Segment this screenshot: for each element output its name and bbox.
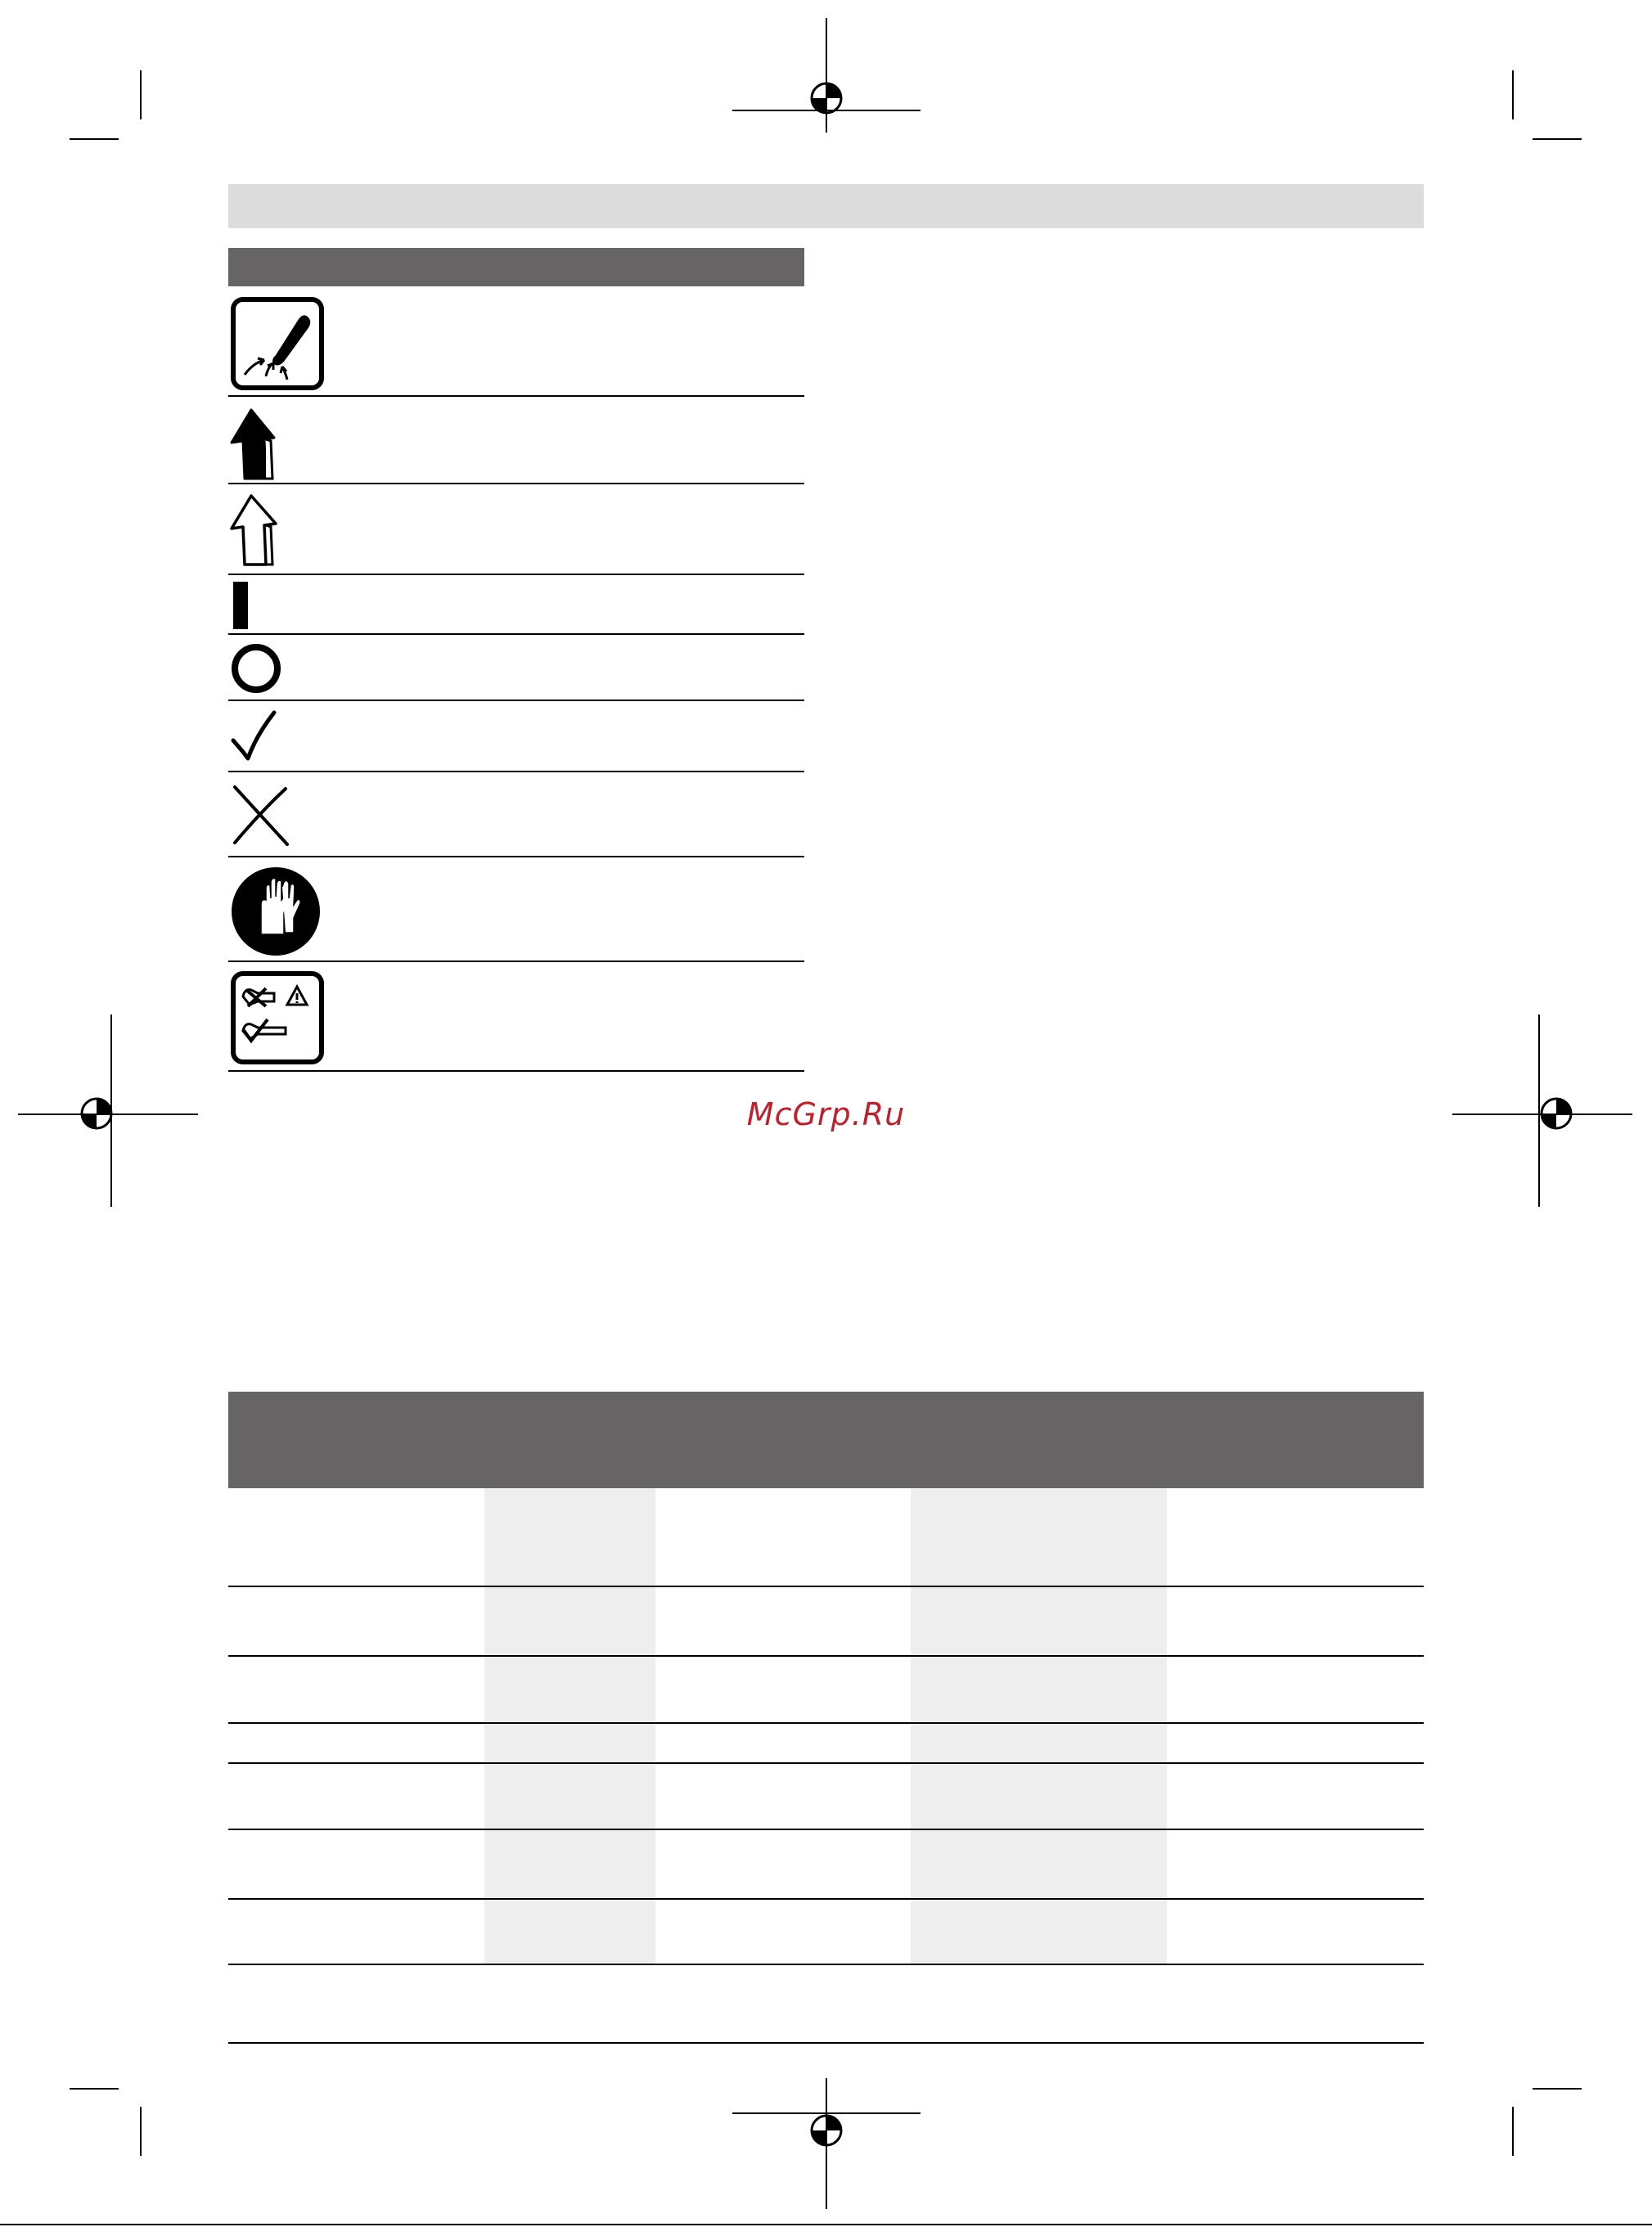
symbol-table-header: [228, 248, 804, 286]
check-mark-icon: [228, 708, 286, 765]
symbol-row: [228, 397, 804, 484]
cross-mark-icon: [228, 782, 294, 848]
table-row-separator: [228, 1762, 1424, 1764]
symbol-row: [228, 772, 804, 857]
wear-gloves-icon: [228, 866, 326, 957]
table-row-separator: [228, 1898, 1424, 1900]
table-row-separator: [228, 1655, 1424, 1657]
registration-target-icon: [806, 2110, 847, 2151]
table-row-separator: [228, 1722, 1424, 1724]
symbol-row: [228, 286, 804, 397]
filled-up-arrow-icon: [228, 407, 286, 480]
outline-up-arrow-icon: [228, 493, 286, 568]
registration-target-icon: [806, 78, 847, 119]
watermark: McGrp.Ru: [746, 1096, 906, 1132]
specs-table-header: [228, 1392, 1424, 1488]
table-row-separator: [228, 1829, 1424, 1830]
shaded-column: [484, 1488, 655, 1964]
page-header-bar: [228, 184, 1424, 228]
on-switch-icon: [228, 580, 253, 631]
grip-warning-icon: [228, 969, 326, 1067]
off-switch-icon: [228, 641, 286, 695]
symbol-row: [228, 484, 804, 575]
symbol-row: [228, 701, 804, 772]
table-row-separator: [228, 2042, 1424, 2044]
symbol-row: [228, 575, 804, 635]
table-row-separator: [228, 1964, 1424, 1965]
table-row-separator: [228, 1586, 1424, 1587]
symbol-row: [228, 857, 804, 962]
shaded-column: [911, 1488, 1167, 1964]
symbol-row: [228, 962, 804, 1072]
guide-pen-icon: [228, 295, 326, 393]
symbol-row: [228, 635, 804, 701]
